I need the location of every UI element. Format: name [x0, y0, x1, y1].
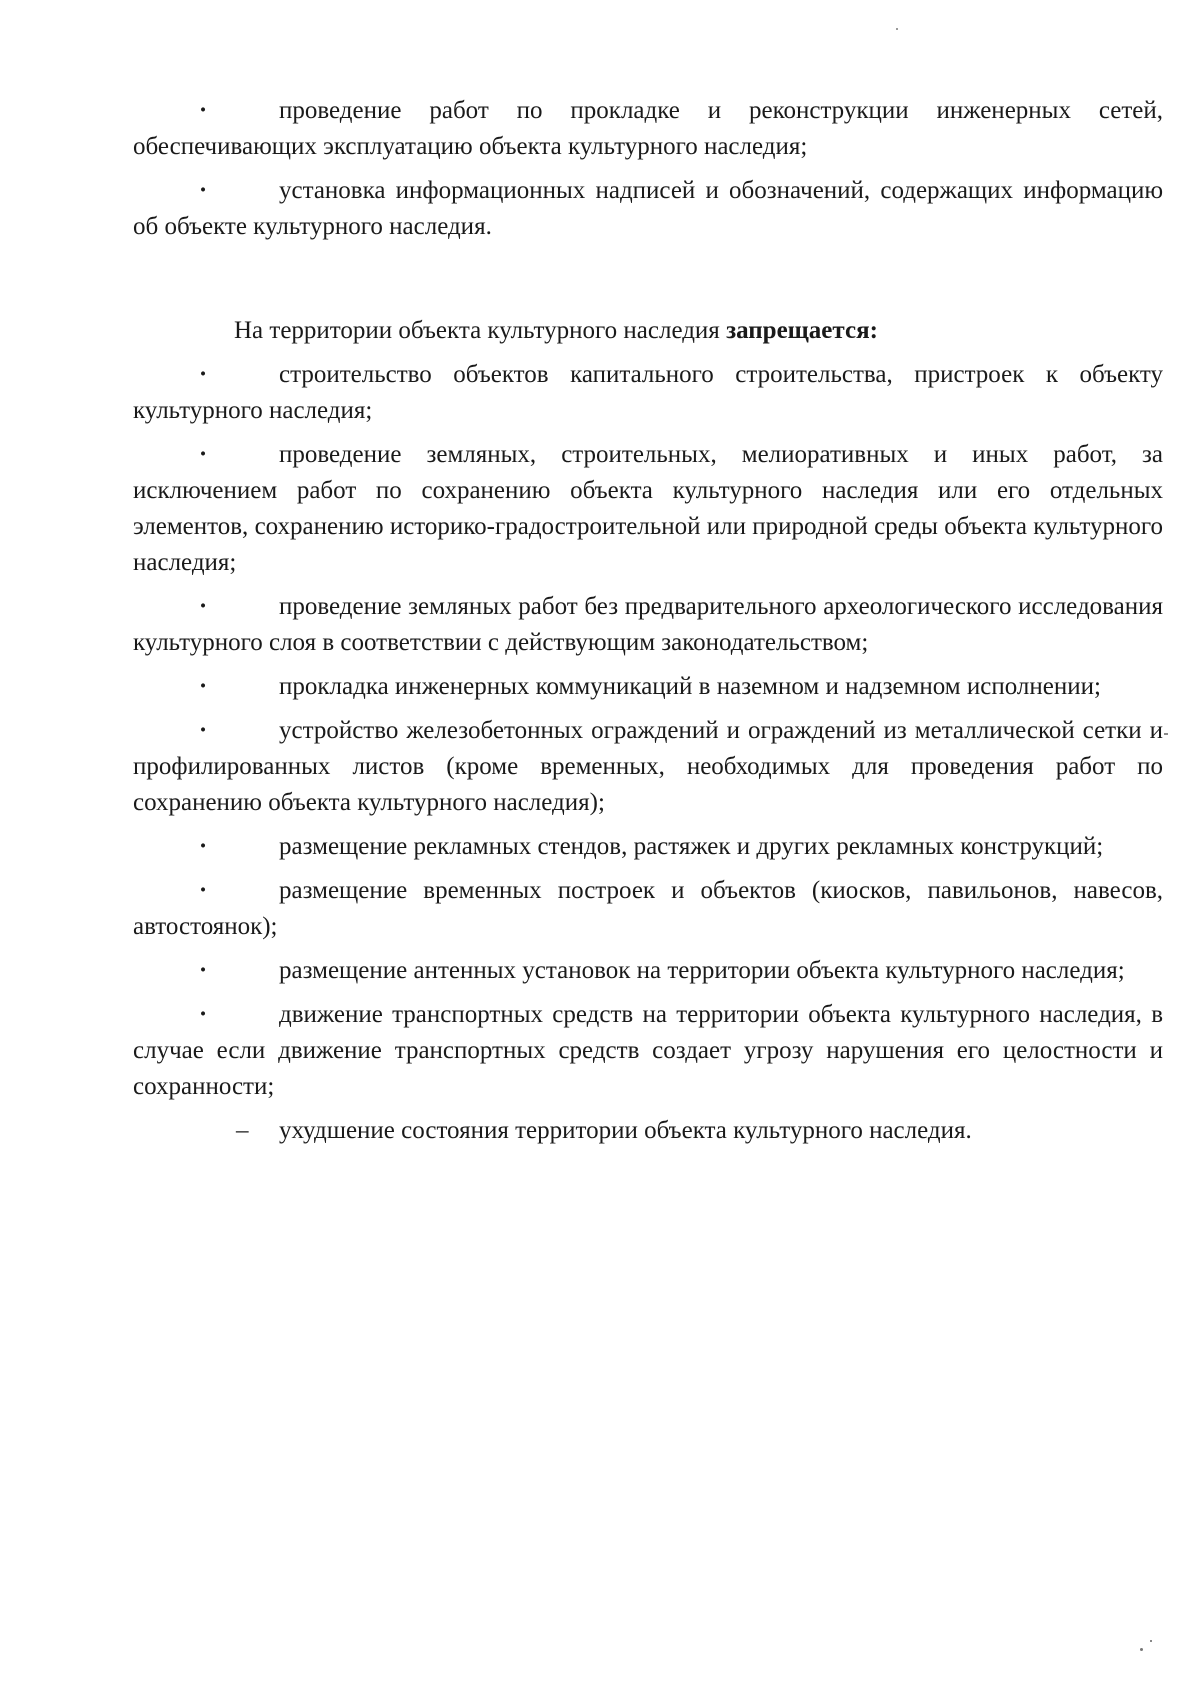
scan-speck — [1140, 1648, 1143, 1651]
prohibited-intro-emphasis: запрещается: — [726, 317, 878, 344]
list-item-text: устройство железобетонных ограждений и ограждений из металлической сетки и профилированных листов (кроме временных, необходимых для проведения работ по сохранению объекта культурного наследия); — [133, 717, 1163, 816]
bullet-icon: · — [198, 717, 208, 744]
list-item-text: строительство объектов капитального строительства, пристроек к объекту культурного наследия; — [133, 361, 1163, 424]
bullet-icon: · — [198, 97, 208, 124]
list-item-text: проведение работ по прокладке и реконструкции инженерных сетей, обеспечивающих эксплуатацию объекта культурного наследия; — [133, 97, 1163, 160]
bullet-icon: · — [198, 673, 208, 700]
list-item — [133, 997, 1163, 1105]
list-item — [133, 437, 1163, 581]
allowed-list — [133, 93, 1163, 245]
list-item-text: движение транспортных средств на территории объекта культурного наследия, в случае если движение транспортных средств создает угрозу нарушения его целостности и сохранности; — [133, 1001, 1163, 1100]
list-item-text: размещение антенных установок на территории объекта культурного наследия; — [279, 957, 1125, 984]
list-item — [133, 669, 1163, 705]
list-item — [133, 357, 1163, 429]
bullet-icon: · — [198, 833, 208, 860]
prohibited-intro — [133, 313, 1163, 349]
list-item-text: размещение временных построек и объектов (киосков, павильонов, навесов, автостоянок); — [133, 877, 1163, 940]
bullet-icon: · — [198, 441, 208, 468]
list-item-text: прокладка инженерных коммуникаций в наземном и надземном исполнении; — [279, 673, 1101, 700]
list-item-final — [133, 1113, 1163, 1149]
bullet-icon: · — [198, 877, 208, 904]
scan-speck — [896, 28, 898, 30]
bullet-icon: · — [198, 593, 208, 620]
document-body — [133, 93, 1163, 1149]
list-item — [133, 589, 1163, 661]
list-item — [133, 713, 1163, 821]
list-item-text: размещение рекламных стендов, растяжек и других рекламных конструкций; — [279, 833, 1104, 860]
dash-icon: – — [236, 1117, 249, 1144]
list-item — [133, 953, 1163, 989]
scan-speck — [1150, 1640, 1152, 1642]
bullet-icon: · — [198, 957, 208, 984]
bullet-icon: · — [198, 177, 208, 204]
list-item — [133, 93, 1163, 165]
list-item-text: установка информационных надписей и обозначений, содержащих информацию об объекте культурного наследия. — [133, 177, 1163, 240]
list-item — [133, 873, 1163, 945]
list-item-text: проведение земляных, строительных, мелиоративных и иных работ, за исключением работ по сохранению объекта культурного наследия или его отдельных элементов, сохранению историко-градостроительной или природной среды объекта культурного наследия; — [133, 441, 1163, 576]
bullet-icon: · — [198, 361, 208, 388]
bullet-icon: · — [198, 1001, 208, 1028]
list-item-text: проведение земляных работ без предварительного археологического исследования культурного слоя в соответствии с действующим законодательством; — [133, 593, 1163, 656]
prohibited-intro-text: На территории объекта культурного наследия — [234, 317, 727, 344]
list-item — [133, 829, 1163, 865]
scan-speck — [1164, 733, 1168, 735]
prohibited-list — [133, 357, 1163, 1149]
list-item — [133, 173, 1163, 245]
list-item-text: ухудшение состояния территории объекта культурного наследия. — [279, 1117, 972, 1144]
